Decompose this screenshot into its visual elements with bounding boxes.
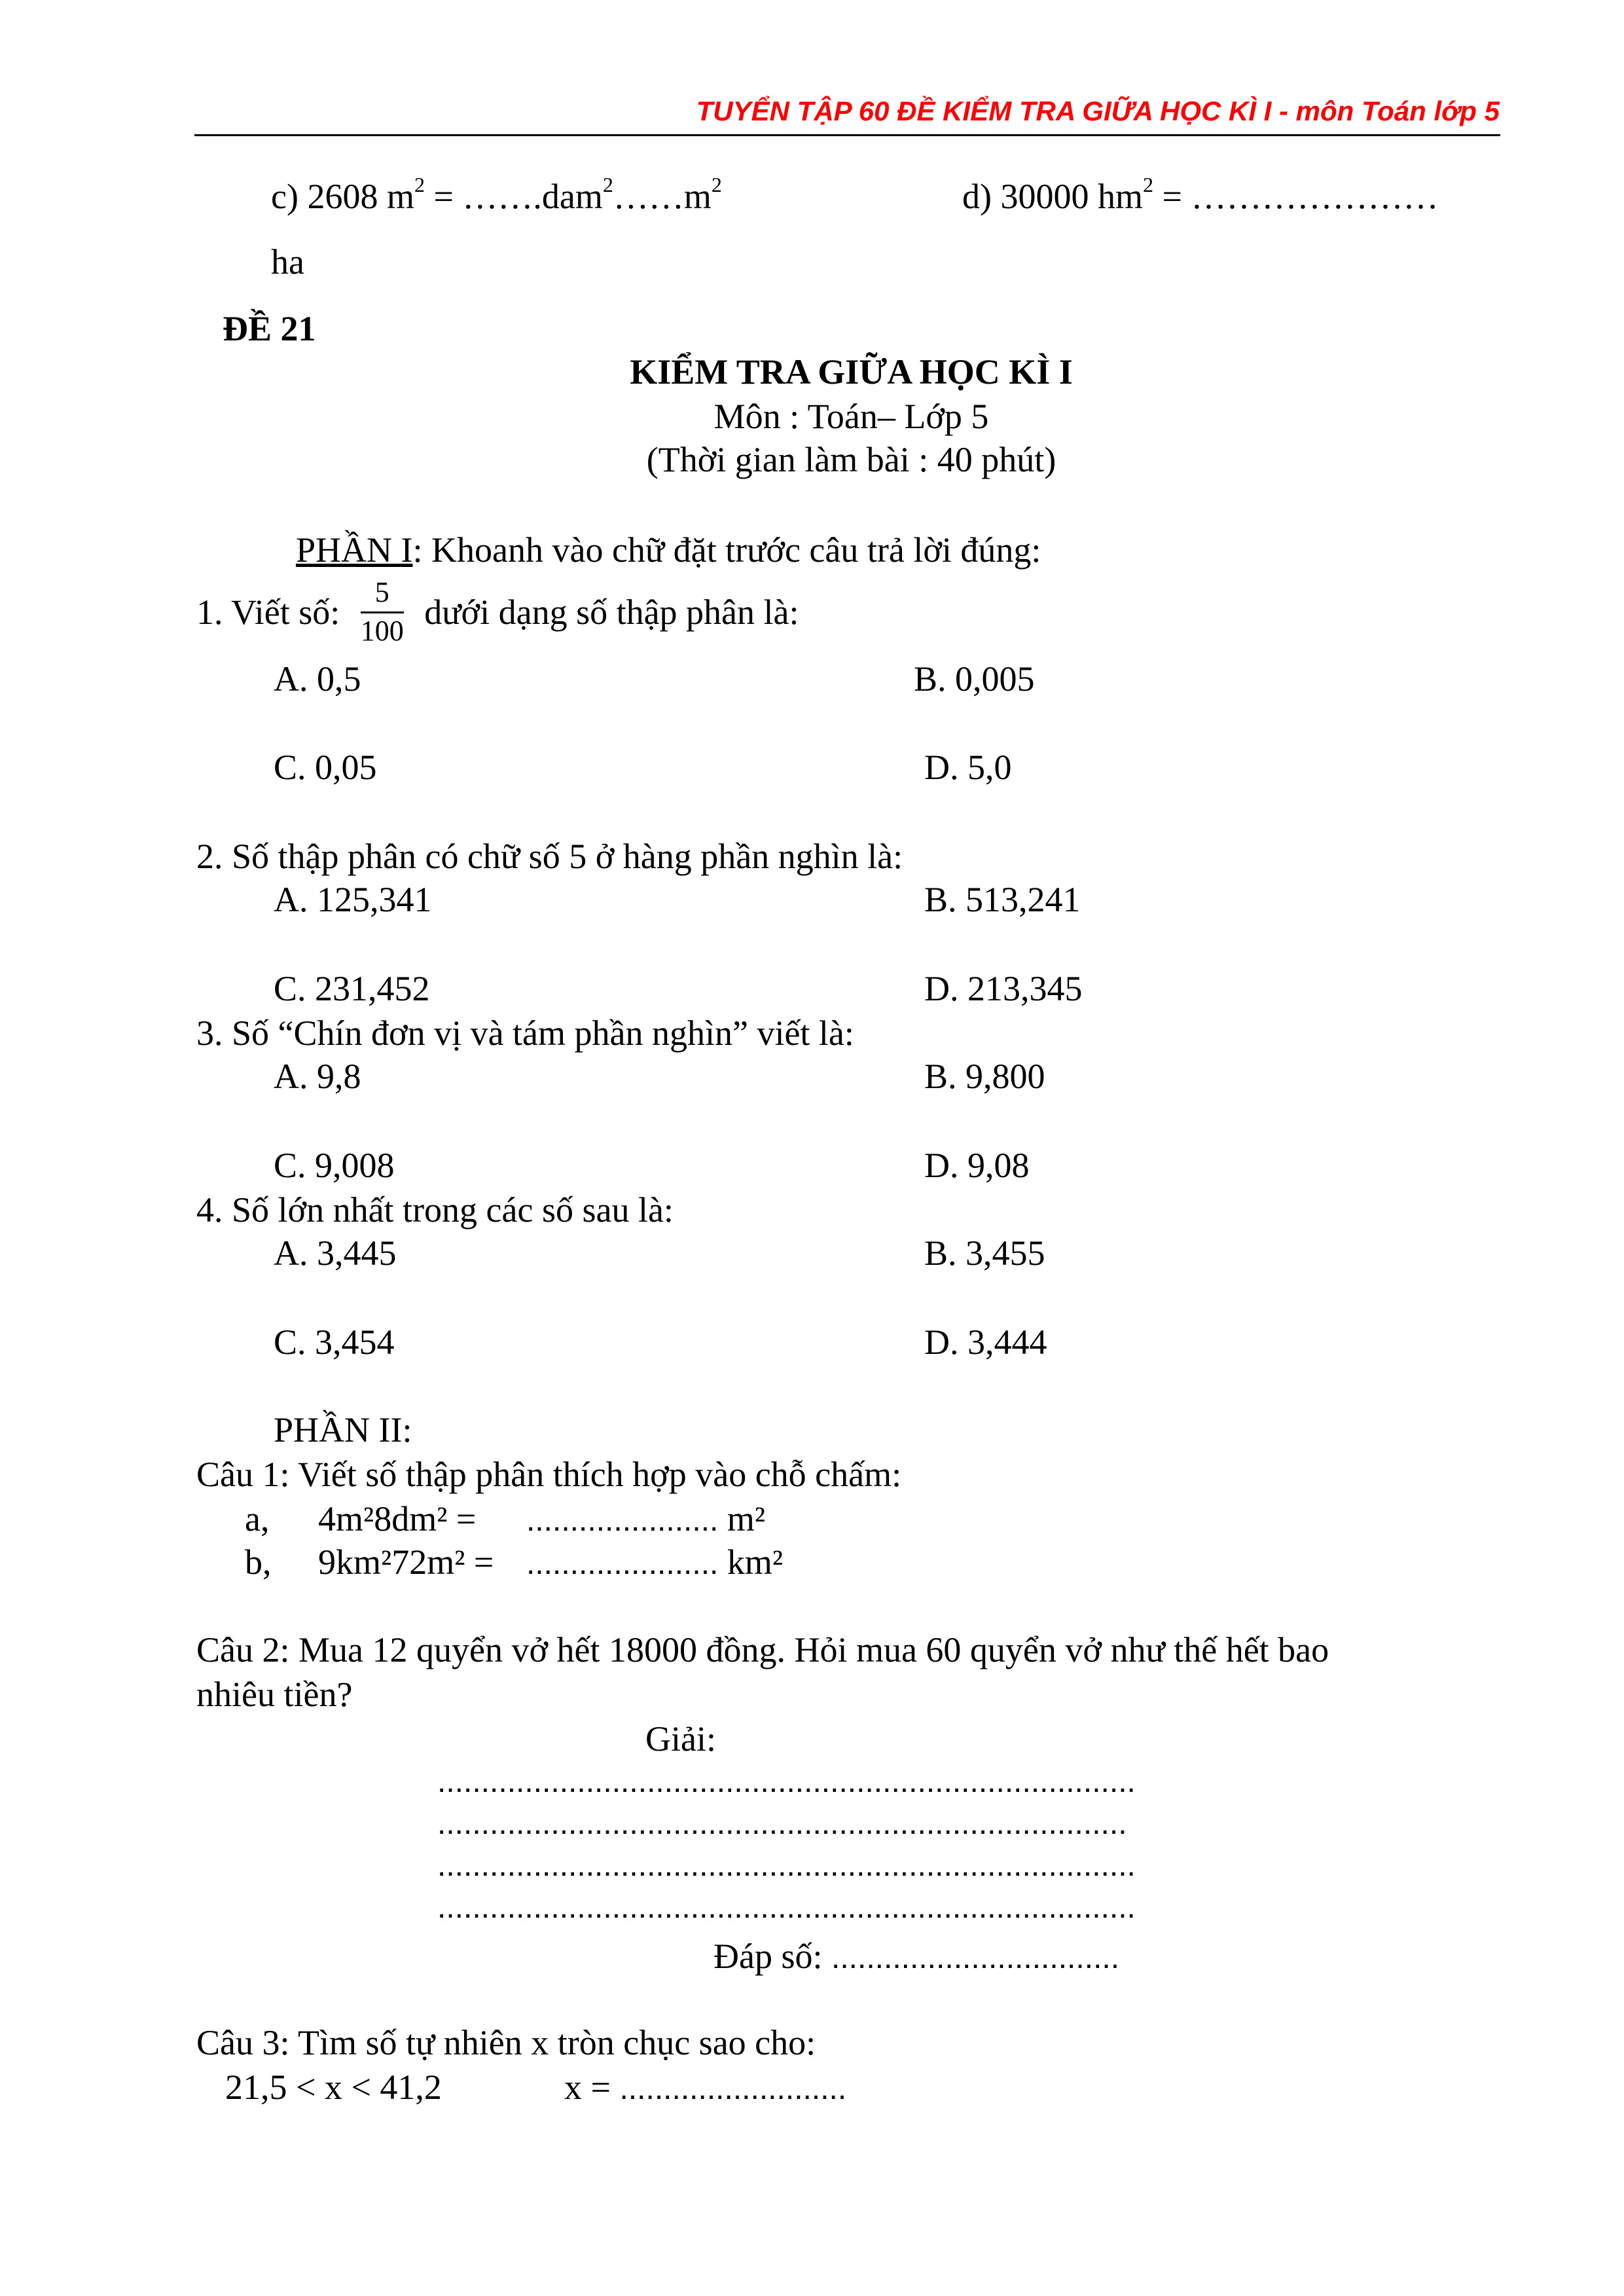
q1-option-d[interactable]: D. 5,0 [924,748,1012,787]
cau-1-b: b, [245,1542,272,1582]
answer-line [713,1935,1119,1979]
exam-subject: Môn : Toán– Lớp 5 [713,397,989,436]
q4-option-b[interactable]: B. 3,455 [924,1233,1045,1273]
answer-label: Đáp số: [713,1937,823,1976]
cau-1: Câu 1: Viết số thập phân thích hợp vào chỗ chấm: [196,1455,902,1494]
part1-heading-label: PHẦN I [296,530,413,570]
cau-2-line-1: Câu 2: Mua 12 quyển vở hết 18000 đồng. Hỏi mua 60 quyển vở như thế hết bao [196,1630,1329,1669]
cau-3-answer[interactable]: x = .......................... [564,2068,847,2107]
question-4: 4. Số lớn nhất trong các số sau là: [196,1190,674,1230]
cau-1-a-answer[interactable]: ...................... m² [526,1499,766,1539]
cau-1-b-answer[interactable]: ...................... km² [526,1542,784,1582]
q1-option-b[interactable]: B. 0,005 [914,659,1035,699]
question-3: 3. Số “Chín đơn vị và tám phần nghìn” viết là: [196,1013,854,1053]
exam-code: ĐỀ 21 [223,309,316,348]
header-divider [194,134,1500,136]
exercise-c-label: c) [271,177,298,216]
cau-3: Câu 3: Tìm số tự nhiên x tròn chục sao cho: [196,2023,816,2062]
part2-heading: PHẦN II: [274,1410,412,1449]
solution-label: Giải: [645,1719,716,1758]
answer-input[interactable]: ................................. [831,1941,1120,1975]
exercise-d-unit: ha [271,242,304,282]
cau-3-inequality: 21,5 < x < 41,2 [225,2068,442,2107]
fraction-5-100: $\frac{5}{100}$ [360,576,404,647]
solution-line-3[interactable]: ................................................................................ [437,1848,1136,1883]
q4-option-c[interactable]: C. 3,454 [274,1322,395,1362]
q1-option-c[interactable]: C. 0,05 [274,748,377,787]
cau-2-line-2: nhiêu tiền? [196,1675,353,1714]
exam-title: KIỂM TRA GIỮA HỌC KÌ I [630,352,1073,392]
solution-line-4[interactable]: ................................................................................ [437,1890,1136,1925]
q4-option-d[interactable]: D. 3,444 [924,1322,1047,1362]
header-title: TUYỂN TẬP 60 ĐỀ KIỂM TRA GIỮA HỌC KÌ I - môn Toán lớp 5 [696,96,1500,126]
question-2: 2. Số thập phân có chữ số 5 ở hàng phần nghìn là: [196,837,903,876]
q1-option-a[interactable]: A. 0,5 [274,659,361,699]
q2-option-a[interactable]: A. 125,341 [274,880,432,919]
q2-option-c[interactable]: C. 231,452 [274,969,430,1008]
q2-option-b[interactable]: B. 513,241 [924,880,1081,919]
cau-1-a-expr: 4m²8dm² = [318,1499,477,1539]
q2-option-d[interactable]: D. 213,345 [924,969,1083,1008]
solution-line-1[interactable]: ................................................................................ [437,1764,1136,1799]
part1-heading: PHẦN I: Khoanh vào chữ đặt trước câu trả lời đúng: [296,530,1041,570]
cau-1-b-expr: 9km²72m² = [318,1542,494,1582]
q3-option-b[interactable]: B. 9,800 [924,1057,1045,1096]
question-1: 1. Viết số: $\frac{5}{100}$ dưới dạng số thập phân là: [196,576,799,647]
cau-1-a: a, [245,1499,270,1539]
q4-option-a[interactable]: A. 3,445 [274,1233,397,1273]
exam-time: (Thời gian làm bài : 40 phút) [646,440,1056,479]
q3-option-d[interactable]: D. 9,08 [924,1146,1030,1185]
exercise-d: d) 30000 $hm^2$ = ………………… [962,173,1439,216]
exercise-c-value: 2608 $m^2$ = $\dots\dots.dam^2\dots\dots m^2$ [307,173,722,216]
exercise-c [271,175,722,217]
solution-line-2[interactable]: ............................................................................... [437,1806,1127,1841]
q3-option-a[interactable]: A. 9,8 [274,1057,361,1096]
q3-option-c[interactable]: C. 9,008 [274,1146,395,1185]
